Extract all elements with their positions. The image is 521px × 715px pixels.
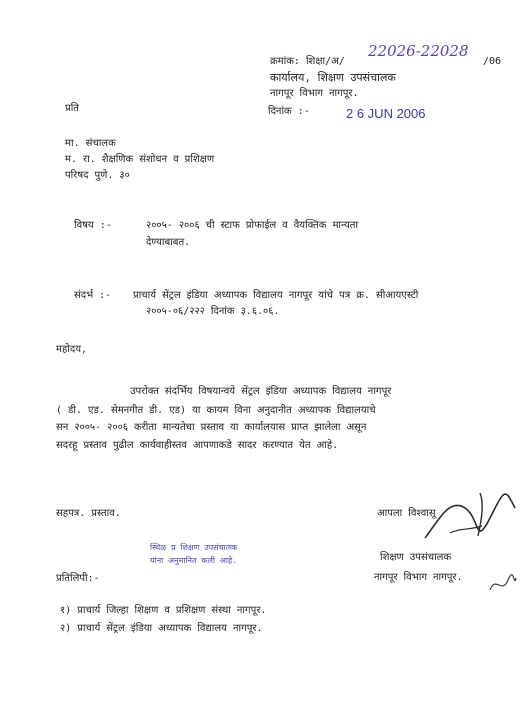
date-stamp: 2 6 JUN 2006 [346,106,426,121]
enclosure: सहपत्र. प्रस्ताव. [56,508,121,519]
office-stamp-line-2: यांना अनुमानित कली आहे. [150,556,238,565]
body-line-2: ( डी. एड. सेमनगीत डी. एड) या कायम विना अनुदानीत अध्यापक विद्यालयाचे [56,405,376,416]
office-name: कार्यालय, शिक्षण उपसंचालक [270,71,396,84]
reference-number-handwritten: 22026-22028 [368,42,469,60]
signature [420,478,520,558]
subject-line-1: २००५- २००६ ची स्टाफ प्रोफाईल व वैयक्तिक मान्यता [146,220,359,231]
date-label: दिनांक :- [268,106,310,117]
closing: आपला विश्वासू [377,508,436,519]
signatory-location: नागपूर विभाग नागपूर. [374,572,463,583]
recipient-line-2: म. रा. शैक्षणिक संशोधन व प्रशिक्षण [65,154,215,165]
body-line-3: सन २००५- २००६ करीता मान्यतेचा प्रस्ताव या कार्यालयास प्राप्त झालेला असून [56,422,367,433]
copy-item-1: १) प्राचार्य जिल्हा शिक्षण व प्रशिक्षण संस्था नागपूर. [60,605,267,616]
recipient-prati: प्रति [65,103,79,114]
body-line-1: उपरोक्त संदर्भिय विषयान्वये सेंट्रल इंडिया अध्यापक विद्यालय नागपूर [130,386,392,397]
salutation: महोदय, [56,344,88,355]
initials [488,570,518,598]
office-stamp-line-1: स्थिळ प्र शिक्षण उपसंचालक [150,543,238,552]
subject-line-2: देण्याबाबत. [146,237,191,248]
reference-number-suffix: /06 [483,56,502,67]
subject-label: विषय :- [74,220,112,231]
copy-item-2: २) प्राचार्य सेंट्रल इंडिया अध्यापक विद्यालय नागपूर. [60,623,263,634]
reference-label: संदर्भ :- [74,290,112,301]
signatory-designation: शिक्षण उपसंचालक [380,552,452,563]
reference-line-2: २००५-०६/२२२ दिनांक ३.६.०६. [146,306,280,317]
copy-label: प्रतिलिपी:- [56,573,100,584]
reference-number-prefix: क्रमांक: शिक्षा/अ/ [270,56,345,67]
office-location: नागपूर विभाग नागपूर. [270,88,359,99]
recipient-line-3: परिषद पुणे. ३० [65,170,130,181]
reference-line-1: प्राचार्य सेंट्रल इंडिया अध्यापक विद्यालय नागपूर यांचे पत्र क्र. सीआयएस्टी [133,290,419,301]
body-line-4: सदरहू प्रस्ताव पुढील कार्यवाहीस्तव आपणाकडे सादर करण्यात येत आहे. [56,440,339,451]
recipient-line-1: मा. संचालक [65,138,116,149]
